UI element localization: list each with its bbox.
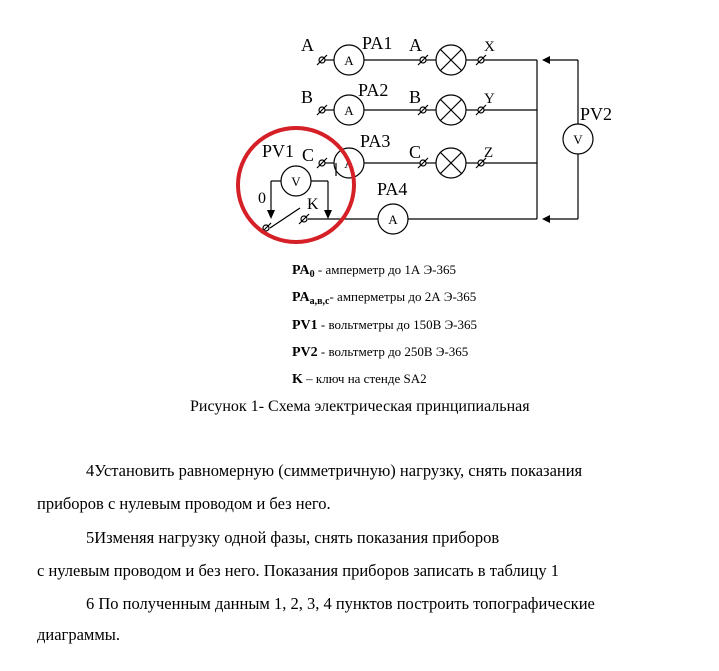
paragraph-6-line1: 6 По полученным данным 1, 2, 3, 4 пунктов построить топографические xyxy=(86,594,595,613)
legend-text: - вольтметры до 150В Э-365 xyxy=(317,317,477,332)
legend-text: - амперметр до 1А Э-365 xyxy=(314,262,456,277)
phase-b-label: B xyxy=(301,87,314,107)
load-a-in-label: A xyxy=(409,35,422,55)
figure-caption xyxy=(190,398,530,416)
legend-item-pv1 xyxy=(292,317,477,333)
legend-key: PA xyxy=(292,290,310,305)
legend-sub: 0 xyxy=(309,269,315,280)
circuit-diagram xyxy=(0,0,719,260)
paragraph-6-line2: диаграммы. xyxy=(37,625,120,644)
phase-a-label: A xyxy=(301,35,314,55)
caption-label: Рисунок 1- xyxy=(190,398,265,415)
caption-text: Схема электрическая принципиальная xyxy=(264,398,530,415)
legend-item-pa-abc xyxy=(292,289,476,309)
legend-text: - амперметры до 2А Э-365 xyxy=(329,289,477,304)
load-x-label: X xyxy=(484,39,495,55)
load-c-in-label: C xyxy=(409,142,422,162)
legend-key: PA xyxy=(292,263,310,278)
voltmeter-pv2-symbol: V xyxy=(573,132,583,147)
zero-label: 0 xyxy=(258,190,266,207)
legend-key: K xyxy=(292,372,303,387)
ammeter-pa4-symbol: A xyxy=(388,212,398,227)
legend-sub: а,в,с xyxy=(309,296,330,307)
pa3-label: PA3 xyxy=(360,131,391,151)
ammeter-pa3-symbol: A xyxy=(344,156,354,171)
legend-item-pa0 xyxy=(292,262,456,282)
ammeter-pa2-symbol: A xyxy=(344,103,354,118)
paragraph-5-line2: с нулевым проводом и без него. Показания приборов записать в таблицу 1 xyxy=(37,561,559,580)
legend-key: PV2 xyxy=(292,345,318,360)
paragraph-4-line2: приборов с нулевым проводом и без него. xyxy=(37,494,331,513)
ammeter-pa1-symbol: A xyxy=(344,53,354,68)
paragraph-4-line1: 4Установить равномерную (симметричную) нагрузку, снять показания xyxy=(86,461,583,480)
key-label: K xyxy=(307,196,319,213)
pv2-label: PV2 xyxy=(580,104,613,124)
legend-text: – ключ на стенде SA2 xyxy=(302,371,427,386)
phase-c-label: C xyxy=(302,145,315,165)
load-b-in-label: B xyxy=(409,87,422,107)
load-z-label: Z xyxy=(484,145,494,161)
pa1-label: PA1 xyxy=(362,33,393,53)
legend-key: PV1 xyxy=(292,318,318,333)
pa4-label: PA4 xyxy=(377,179,408,199)
paragraph-5-line1: 5Изменяя нагрузку одной фазы, снять показания приборов xyxy=(86,528,500,547)
voltmeter-pv1-symbol: V xyxy=(291,174,301,189)
legend-item-k xyxy=(292,371,427,387)
pv1-label: PV1 xyxy=(262,141,295,161)
legend-text: - вольтметр до 250В Э-365 xyxy=(317,344,469,359)
pa2-label: PA2 xyxy=(358,80,389,100)
load-y-label: Y xyxy=(484,91,495,107)
legend-item-pv2 xyxy=(292,344,468,360)
